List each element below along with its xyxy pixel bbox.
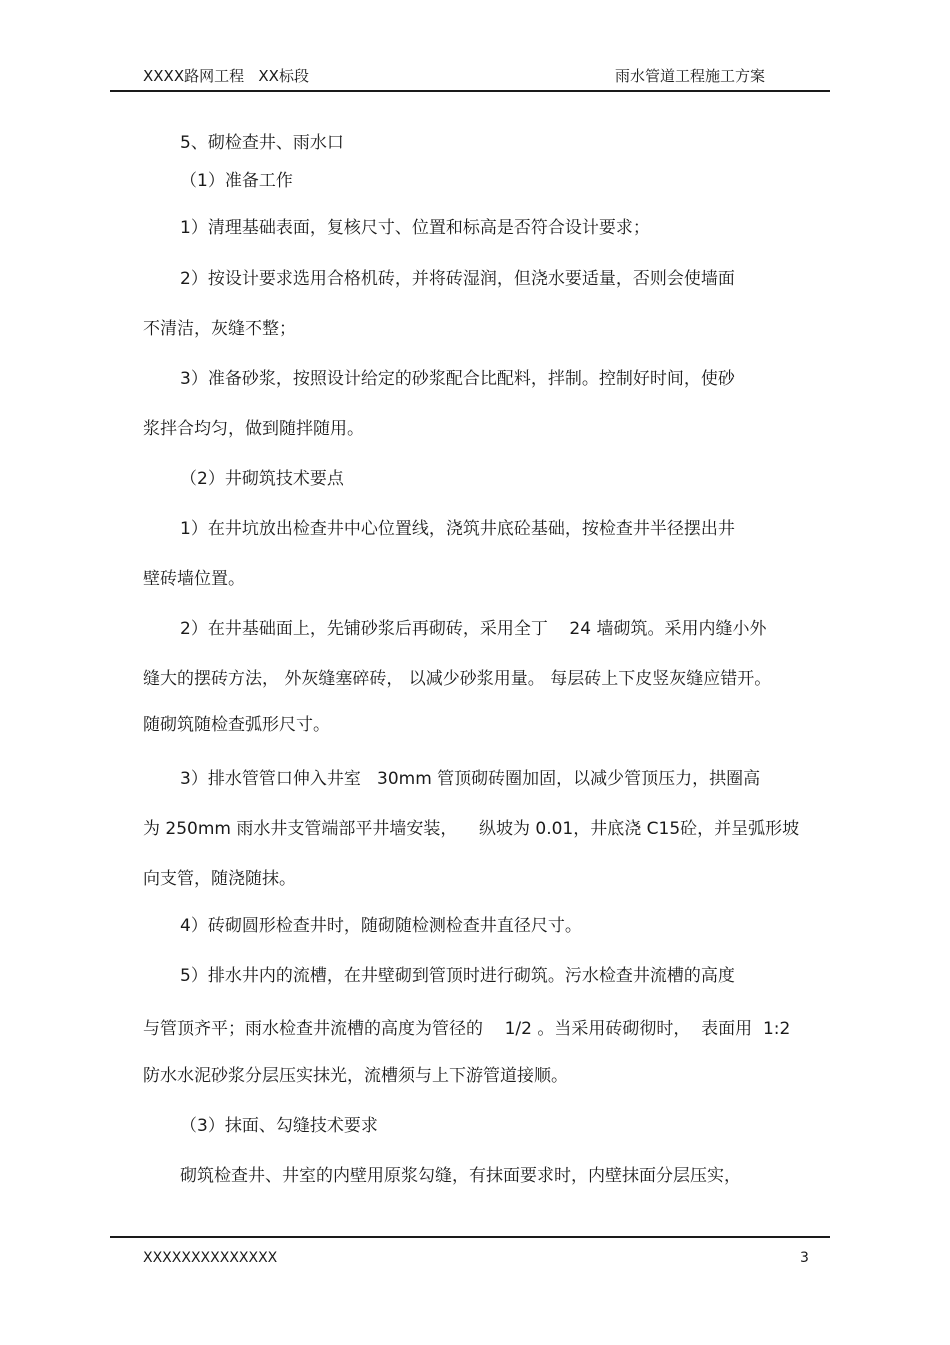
paragraph-line: 防水水泥砂浆分层压实抹光，流槽须与上下游管道接顺。 bbox=[143, 1066, 568, 1086]
subsection-heading: （3）抹面、勾缝技术要求 bbox=[180, 1116, 378, 1136]
header-project-name: XXXX路网工程 XX标段 bbox=[143, 67, 309, 85]
paragraph-line: 不清洁，灰缝不整； bbox=[143, 319, 296, 339]
header-document-title: 雨水管道工程施工方案 bbox=[614, 67, 765, 85]
paragraph-line: 壁砖墙位置。 bbox=[143, 569, 245, 589]
paragraph-line: 3）准备砂浆，按照设计给定的砂浆配合比配料，拌制。控制好时间，使砂 bbox=[180, 369, 735, 389]
paragraph-line: 1）在井坑放出检查井中心位置线，浇筑井底砼基础，按检查井半径摆出井 bbox=[180, 519, 735, 539]
paragraph-line: 2）按设计要求选用合格机砖，并将砖湿润，但浇水要适量，否则会使墙面 bbox=[180, 269, 735, 289]
paragraph-line: 缝大的摆砖方法， 外灰缝塞碎砖， 以减少砂浆用量。 每层砖上下皮竖灰缝应错开。 bbox=[143, 669, 772, 689]
subsection-heading: （1）准备工作 bbox=[180, 171, 293, 191]
paragraph-line: 3）排水管管口伸入井室 30mm 管顶砌砖圈加固，以减少管顶压力，拱圈高 bbox=[180, 769, 761, 789]
header-rule bbox=[110, 90, 830, 92]
paragraph-line: 1）清理基础表面，复核尺寸、位置和标高是否符合设计要求； bbox=[180, 218, 650, 238]
page-number: 3 bbox=[800, 1250, 809, 1266]
paragraph-line: 与管顶齐平；雨水检查井流槽的高度为管径的 1/2 。当采用砖砌彻时， 表面用 1:2 bbox=[143, 1019, 791, 1039]
paragraph-line: 为 250mm 雨水井支管端部平井墙安装， 纵坡为 0.01，井底浇 C15砼，并呈弧形坡 bbox=[143, 819, 800, 839]
paragraph-line: 2）在井基础面上，先铺砂浆后再砌砖，采用全丁 24 墙砌筑。采用内缝小外 bbox=[180, 619, 767, 639]
section-heading: 5、砌检查井、雨水口 bbox=[180, 133, 344, 153]
subsection-heading: （2）井砌筑技术要点 bbox=[180, 469, 344, 489]
paragraph-line: 随砌筑随检查弧形尺寸。 bbox=[143, 715, 330, 735]
footer-rule bbox=[110, 1236, 830, 1238]
paragraph-line: 5）排水井内的流槽，在井壁砌到管顶时进行砌筑。污水检查井流槽的高度 bbox=[180, 966, 735, 986]
paragraph-line: 4）砖砌圆形检查井时，随砌随检测检查井直径尺寸。 bbox=[180, 916, 582, 936]
paragraph-line: 向支管，随浇随抹。 bbox=[143, 869, 296, 889]
paragraph-line: 浆拌合均匀，做到随拌随用。 bbox=[143, 419, 364, 439]
paragraph-line: 砌筑检查井、井室的内壁用原浆勾缝，有抹面要求时，内壁抹面分层压实， bbox=[180, 1166, 741, 1186]
footer-text: XXXXXXXXXXXXXX bbox=[143, 1250, 278, 1266]
